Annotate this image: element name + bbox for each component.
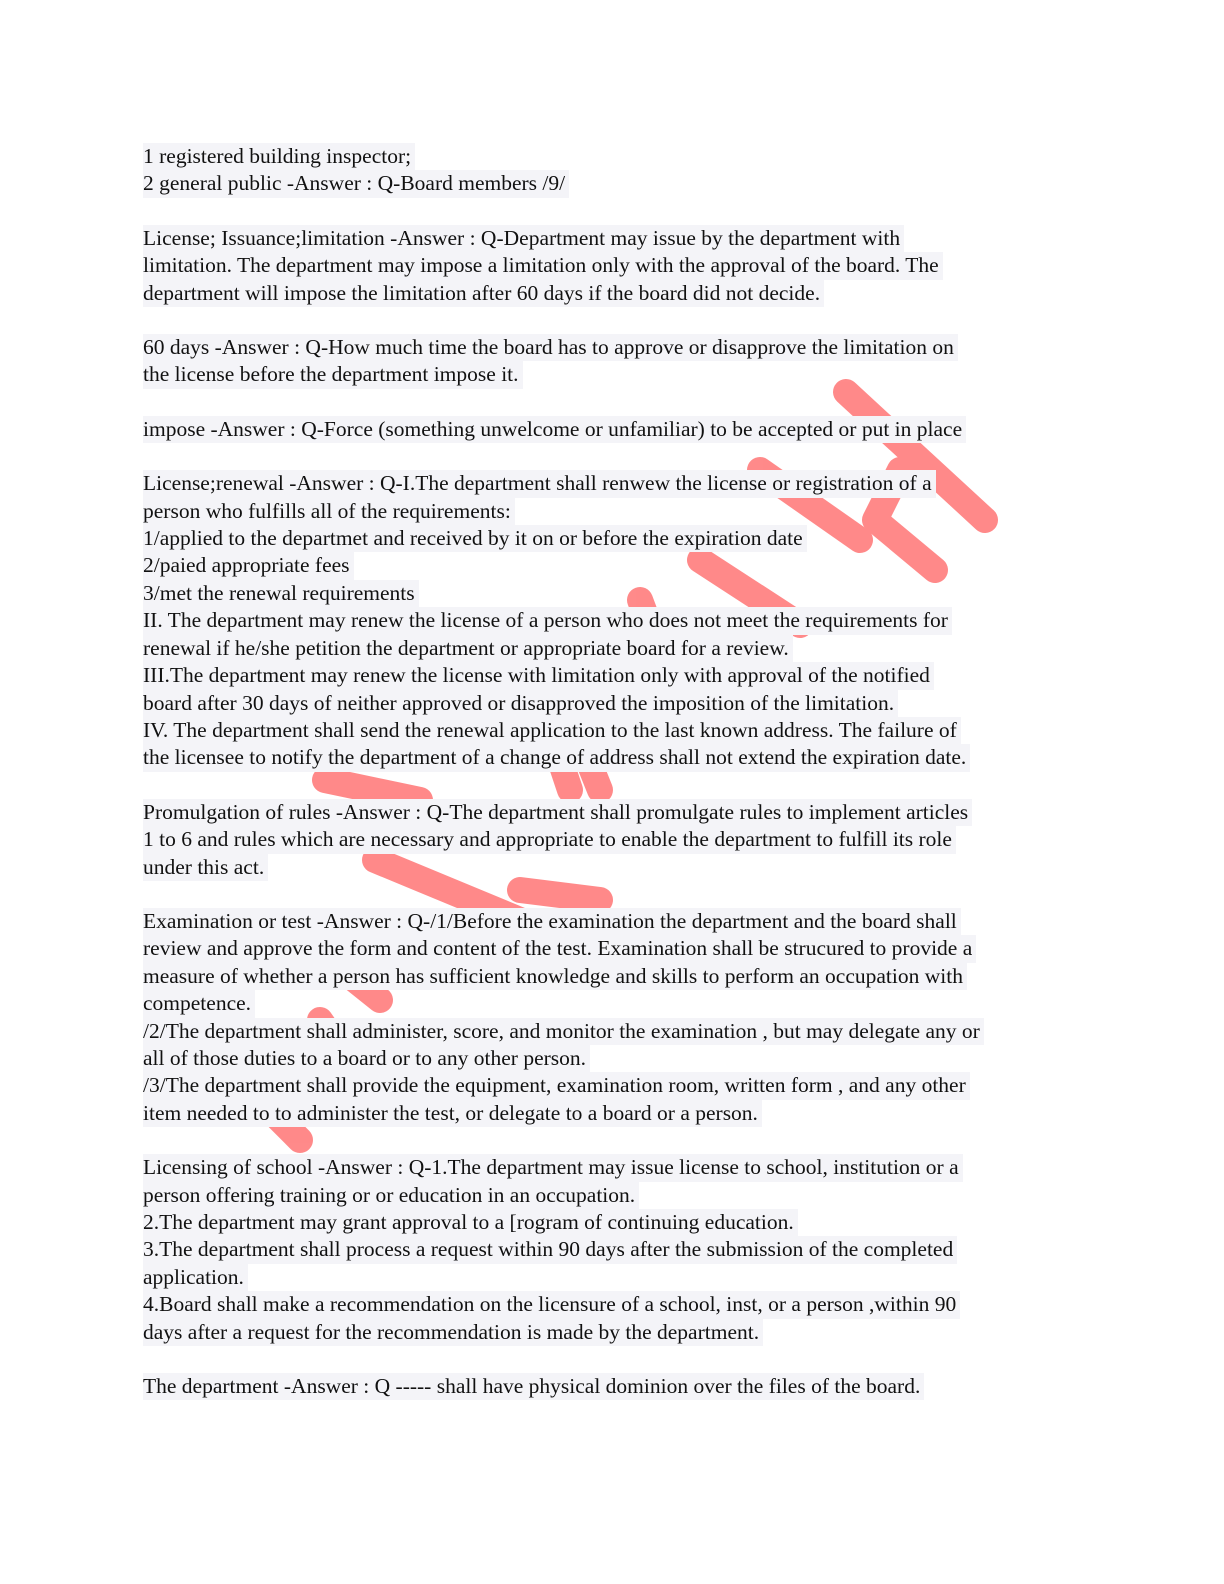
text-line: renewal if he/she petition the department or appropriate board for a review. <box>143 635 793 662</box>
text-line: Promulgation of rules -Answer : Q-The department shall promulgate rules to implement articles <box>143 799 972 826</box>
text-line: 2/paied appropriate fees <box>143 552 354 579</box>
text-line: 4.Board shall make a recommendation on the licensure of a school, inst, or a person ,within 90 <box>143 1291 960 1318</box>
text-line: impose -Answer : Q-Force (something unwelcome or unfamiliar) to be accepted or put in place <box>143 416 966 443</box>
text-line: 1 to 6 and rules which are necessary and appropriate to enable the department to fulfill its role <box>143 826 956 853</box>
text-line: board after 30 days of neither approved or disapproved the imposition of the limitation. <box>143 690 898 717</box>
text-line: /3/The department shall provide the equipment, examination room, written form , and any other <box>143 1072 970 1099</box>
text-line: III.The department may renew the license with limitation only with approval of the notified <box>143 662 934 689</box>
text-line: 3.The department shall process a request within 90 days after the submission of the completed <box>143 1236 957 1263</box>
qa-entry <box>143 799 1083 881</box>
qa-entry <box>143 1154 1083 1346</box>
text-line: all of those duties to a board or to any other person. <box>143 1045 590 1072</box>
text-line: 60 days -Answer : Q-How much time the board has to approve or disapprove the limitation on <box>143 334 958 361</box>
qa-entry <box>143 1373 1083 1400</box>
text-line: the license before the department impose it. <box>143 361 523 388</box>
qa-entry <box>143 908 1083 1127</box>
text-line: review and approve the form and content of the test. Examination shall be strucured to provide a <box>143 935 976 962</box>
text-line: 1/applied to the departmet and received by it on or before the expiration date <box>143 525 807 552</box>
text-line: limitation. The department may impose a limitation only with the approval of the board. The <box>143 252 943 279</box>
text-line: the licensee to notify the department of a change of address shall not extend the expiration date. <box>143 744 970 771</box>
text-line: Licensing of school -Answer : Q-1.The department may issue license to school, institution or a <box>143 1154 963 1181</box>
text-line: item needed to to administer the test, or delegate to a board or a person. <box>143 1100 762 1127</box>
text-line: person who fulfills all of the requirements: <box>143 498 515 525</box>
text-line: Examination or test -Answer : Q-/1/Before the examination the department and the board shall <box>143 908 961 935</box>
text-line: License;renewal -Answer : Q-I.The department shall renwew the license or registration of a <box>143 470 936 497</box>
text-line: 3/met the renewal requirements <box>143 580 419 607</box>
text-line: The department -Answer : Q ----- shall have physical dominion over the files of the board. <box>143 1373 924 1400</box>
text-line: department will impose the limitation after 60 days if the board did not decide. <box>143 280 824 307</box>
text-line: measure of whether a person has sufficient knowledge and skills to perform an occupation with <box>143 963 967 990</box>
text-line: under this act. <box>143 854 268 881</box>
text-line: application. <box>143 1264 248 1291</box>
qa-entry <box>143 334 1083 389</box>
qa-entry <box>143 470 1083 771</box>
text-line: days after a request for the recommendation is made by the department. <box>143 1319 763 1346</box>
text-line: 1 registered building inspector; <box>143 143 415 170</box>
text-line: 2.The department may grant approval to a [rogram of continuing education. <box>143 1209 798 1236</box>
text-line: /2/The department shall administer, score, and monitor the examination , but may delegate any or <box>143 1018 984 1045</box>
qa-entry <box>143 416 1083 443</box>
text-line: competence. <box>143 990 255 1017</box>
text-line: 2 general public -Answer : Q-Board members /9/ <box>143 170 569 197</box>
text-line: IV. The department shall send the renewal application to the last known address. The failure of <box>143 717 961 744</box>
text-line: II. The department may renew the license of a person who does not meet the requirements for <box>143 607 952 634</box>
qa-entry <box>143 225 1083 307</box>
text-line: person offering training or or education in an occupation. <box>143 1182 639 1209</box>
qa-entry <box>143 143 1083 198</box>
document-body <box>143 143 1083 1427</box>
text-line: License; Issuance;limitation -Answer : Q-Department may issue by the department with <box>143 225 904 252</box>
